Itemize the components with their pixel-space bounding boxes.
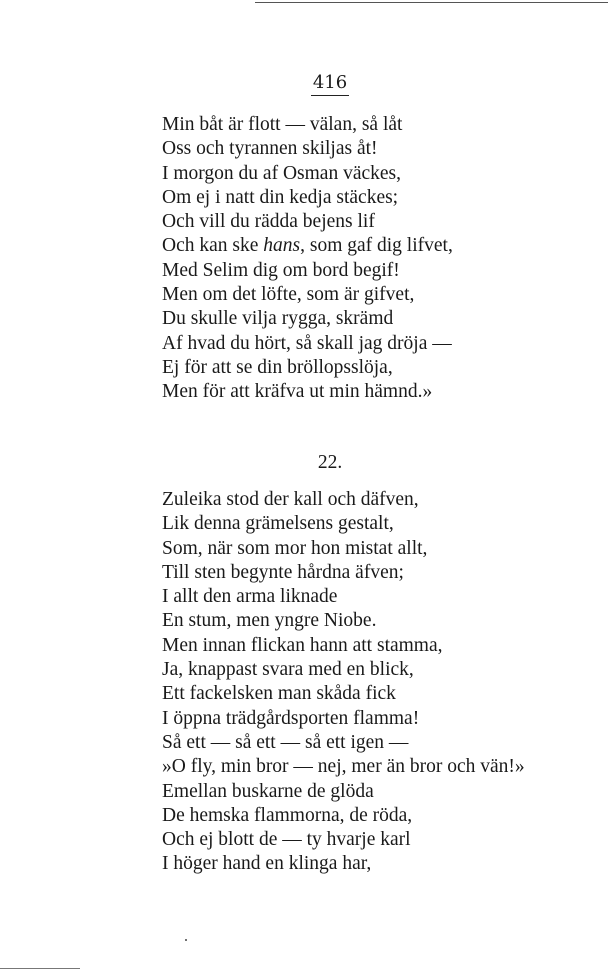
verse-line: Emellan buskarne de glöda xyxy=(162,780,374,802)
verse-line: Lik denna grämelsens gestalt, xyxy=(162,513,394,535)
top-edge-rule xyxy=(255,2,608,3)
verse-line: Zuleika stod der kall och däfven, xyxy=(162,489,419,510)
print-speck xyxy=(185,939,187,941)
verse-line: Som, när som mor hon mistat allt, xyxy=(162,537,428,559)
verse-line: Ja, knappast svara med en blick, xyxy=(162,659,414,681)
verse-line: Om ej i natt din kedja stäckes; xyxy=(162,186,399,208)
page-number: 416 xyxy=(312,72,348,93)
bottom-edge-rule xyxy=(0,968,80,969)
emphasized-word: hans xyxy=(263,235,301,257)
verse-line: Och vill du rädda bejens lif xyxy=(162,211,375,233)
verse-line: Men om det löfte, som är gifvet, xyxy=(162,284,415,306)
verse-line: »O fly, min bror — nej, mer än bror och vän!» xyxy=(162,756,525,778)
section-number: 22. xyxy=(317,452,343,473)
verse-line: Ett fackelsken man skåda fick xyxy=(162,683,396,705)
verse-line: Af hvad du hört, så skall jag dröja — xyxy=(162,332,452,354)
verse-line: Och kan ske hans, som gaf dig lifvet, xyxy=(162,235,453,257)
verse-line: Oss och tyrannen skiljas åt! xyxy=(162,138,378,160)
verse-line: Men innan flickan hann att stamma, xyxy=(162,634,443,656)
verse-line: I allt den arma liknade xyxy=(162,586,338,608)
stanza-second xyxy=(0,488,525,877)
verse-line: I höger hand en klinga har, xyxy=(162,853,372,875)
verse-line: I morgon du af Osman väckes, xyxy=(162,162,401,184)
verse-line: Ej för att se din bröllopsslöja, xyxy=(162,356,393,378)
verse-line: En stum, men yngre Niobe. xyxy=(162,610,377,632)
verse-line: Med Selim dig om bord begif! xyxy=(162,259,400,281)
page-number-underline xyxy=(311,95,349,96)
verse-line: Du skulle vilja rygga, skrämd xyxy=(162,308,394,330)
verse-line: Så ett — så ett — så ett igen — xyxy=(162,731,409,753)
verse-line: Till sten begynte hårdna äfven; xyxy=(162,561,404,583)
verse-line: I öppna trädgårdsporten flamma! xyxy=(162,707,420,729)
verse-line: Min båt är flott — välan, så låt xyxy=(162,114,403,135)
stanza-first xyxy=(0,113,453,405)
verse-line: Men för att kräfva ut min hämnd.» xyxy=(162,381,433,403)
verse-line: Och ej blott de — ty hvarje karl xyxy=(162,829,411,851)
verse-line: De hemska flammorna, de röda, xyxy=(162,804,413,826)
